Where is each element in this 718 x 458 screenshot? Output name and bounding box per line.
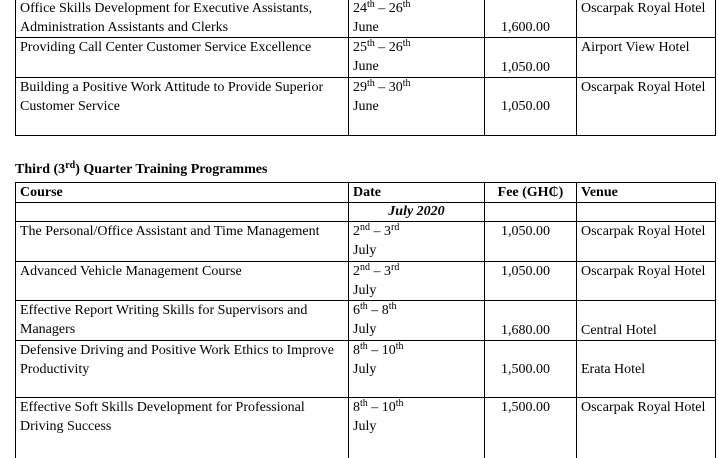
date-month: July xyxy=(353,419,377,434)
date-end-suffix: th xyxy=(402,0,411,10)
fee-cell: 1,600.00 xyxy=(485,0,577,38)
fee-cell: 1,050.00 xyxy=(485,262,577,301)
date-start: 2 xyxy=(353,224,360,239)
date-end-suffix: th xyxy=(395,398,404,409)
table-row xyxy=(16,0,716,38)
venue-cell: Central Hotel xyxy=(577,301,716,341)
heading-text-rest: ) Quarter Training Programmes xyxy=(75,162,268,177)
q2-training-table xyxy=(15,0,716,136)
table-row xyxy=(16,262,716,301)
date-separator: – xyxy=(367,303,382,318)
date-end: 3 xyxy=(384,224,391,239)
column-header-fee: Fee (GH₵) xyxy=(485,183,577,203)
course-cell: Effective Soft Skills Development for Professional Driving Success xyxy=(16,398,349,458)
date-cell xyxy=(349,38,485,78)
course-cell: Advanced Vehicle Management Course xyxy=(16,262,349,301)
venue-cell: Airport View Hotel xyxy=(577,38,716,78)
table-row xyxy=(16,341,716,398)
date-cell xyxy=(349,301,485,341)
date-separator: – xyxy=(374,40,389,55)
column-header-course: Course xyxy=(16,183,349,203)
date-start-suffix: th xyxy=(360,341,368,352)
date-separator: – xyxy=(374,80,389,95)
date-start: 24 xyxy=(353,1,367,16)
month-spacer-cell xyxy=(485,203,577,222)
date-end: 30 xyxy=(388,80,403,95)
date-start-suffix: th xyxy=(367,0,375,10)
course-cell: Building a Positive Work Attitude to Provide Superior Customer Service xyxy=(16,78,349,136)
date-end: 26 xyxy=(388,40,403,55)
course-cell: Office Skills Development for Executive Assistants, Administration Assistants and Clerks xyxy=(16,0,349,38)
date-end-suffix: th xyxy=(402,78,411,89)
table-row xyxy=(16,398,716,458)
date-start: 6 xyxy=(353,303,360,318)
q3-section-heading xyxy=(15,160,267,180)
venue-cell: Oscarpak Royal Hotel xyxy=(577,0,716,38)
date-separator: – xyxy=(374,1,389,16)
column-header-date: Date xyxy=(349,183,485,203)
fee-value: 1,050.00 xyxy=(501,99,550,114)
venue-cell: Oscarpak Royal Hotel xyxy=(577,222,716,262)
date-separator: – xyxy=(370,264,384,279)
fee-cell xyxy=(485,78,577,136)
date-cell xyxy=(349,398,485,458)
date-month: July xyxy=(353,283,377,298)
table-row xyxy=(16,38,716,78)
date-month: June xyxy=(353,99,379,114)
table-row xyxy=(16,78,716,136)
fee-cell xyxy=(485,341,577,398)
date-month: July xyxy=(353,362,377,377)
month-spacer-cell xyxy=(16,203,349,222)
month-spacer-cell xyxy=(577,203,716,222)
venue-cell xyxy=(577,341,716,398)
heading-text: Third (3 xyxy=(15,162,66,177)
date-cell xyxy=(349,0,485,38)
course-cell: The Personal/Office Assistant and Time Management xyxy=(16,222,349,262)
date-end: 3 xyxy=(384,264,391,279)
date-cell xyxy=(349,78,485,136)
fee-cell: 1,680.00 xyxy=(485,301,577,341)
date-end-suffix: rd xyxy=(391,222,400,233)
date-month: June xyxy=(353,20,379,35)
venue-cell: Oscarpak Royal Hotel xyxy=(577,78,716,136)
date-separator: – xyxy=(367,343,382,358)
date-end: 10 xyxy=(381,400,396,415)
course-cell: Providing Call Center Customer Service Excellence xyxy=(16,38,349,78)
date-end-suffix: rd xyxy=(391,262,400,273)
date-end: 10 xyxy=(381,343,396,358)
date-separator: – xyxy=(370,224,384,239)
date-cell xyxy=(349,222,485,262)
venue-cell: Oscarpak Royal Hotel xyxy=(577,398,716,458)
date-start-suffix: th xyxy=(367,38,375,49)
table-row xyxy=(16,301,716,341)
venue-cell: Oscarpak Royal Hotel xyxy=(577,262,716,301)
date-start-suffix: nd xyxy=(360,262,370,273)
date-month: June xyxy=(353,59,379,74)
date-start-suffix: th xyxy=(360,398,368,409)
month-row xyxy=(16,203,716,222)
date-month: July xyxy=(353,243,377,258)
month-label: July 2020 xyxy=(349,203,485,222)
fee-cell: 1,500.00 xyxy=(485,398,577,458)
date-start-suffix: nd xyxy=(360,222,370,233)
course-cell: Defensive Driving and Positive Work Ethics to Improve Productivity xyxy=(16,341,349,398)
date-end-suffix: th xyxy=(395,341,404,352)
date-start: 2 xyxy=(353,264,360,279)
date-end: 8 xyxy=(381,303,389,318)
date-separator: – xyxy=(367,400,382,415)
date-end-suffix: th xyxy=(388,301,397,312)
heading-ordinal-suffix: rd xyxy=(65,160,76,171)
fee-cell: 1,050.00 xyxy=(485,222,577,262)
date-cell xyxy=(349,341,485,398)
date-end: 26 xyxy=(388,1,403,16)
date-start: 25 xyxy=(353,40,367,55)
date-start-suffix: th xyxy=(360,301,368,312)
column-header-venue: Venue xyxy=(577,183,716,203)
q3-training-table xyxy=(15,182,716,458)
venue-value: Erata Hotel xyxy=(581,362,646,377)
date-month: July xyxy=(353,322,377,337)
date-start: 29 xyxy=(353,80,367,95)
date-start-suffix: th xyxy=(367,78,375,89)
table-header-row xyxy=(16,183,716,203)
fee-value: 1,500.00 xyxy=(501,362,550,377)
fee-cell: 1,050.00 xyxy=(485,38,577,78)
course-cell: Effective Report Writing Skills for Supervisors and Managers xyxy=(16,301,349,341)
date-cell xyxy=(349,262,485,301)
table-row xyxy=(16,222,716,262)
date-start: 8 xyxy=(353,343,360,358)
date-start: 8 xyxy=(353,400,360,415)
date-end-suffix: th xyxy=(402,38,411,49)
